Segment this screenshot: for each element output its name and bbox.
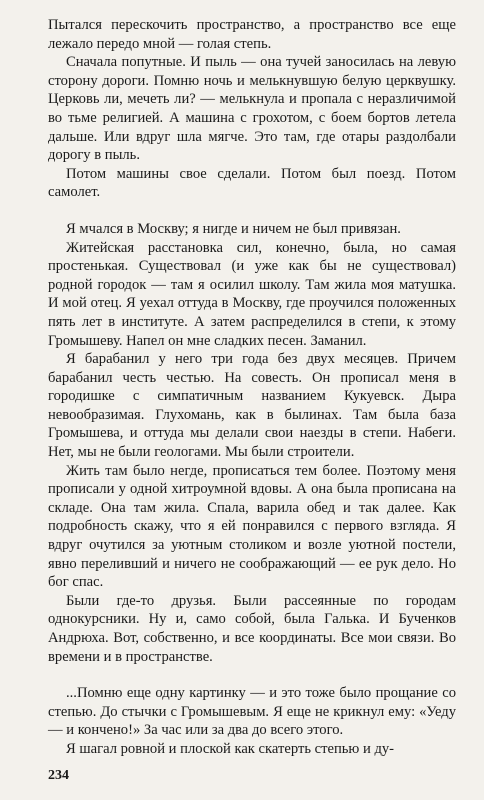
page-number: 234 <box>48 768 69 783</box>
paragraph-6: Я барабанил у него три года без двух месяцев. Причем барабанил честь честью. На совесть. Он прописал меня в городишке с симпатичным названием Кукуевск. Дыра невообразимая. Глухомань, как в былинах. Там была база Громышева, и оттуда мы делали свои наезды в степи. Набеги. Нет, мы не были геологами. Мы были строители. <box>48 351 456 461</box>
paragraph-8: Были где-то друзья. Были рассеянные по городам однокурсники. Ну и, само собой, была Галька. И Бученков Андрюха. Вот, собственно, и все координаты. Все мои связи. Во времени и в пространстве. <box>48 592 456 665</box>
paragraph-10: Я шагал ровной и плоской как скатерть степью и ду- <box>66 740 395 757</box>
paragraph-7: Жить там было негде, прописаться тем более. Поэтому меня прописали у одной хитроумной вдовы. А она была прописана на складе. Она там жила. Спала, варила обед и так далее. Как подробность скажу, что я ей понравился с первого взгляда. Я вдруг очутился за уютным столиком и возле уютной постели, явно переливший и ничего не соображающий — ее рук дело. Но бог спас. <box>48 462 456 591</box>
body-text <box>48 16 456 759</box>
paragraph-3: Потом машины свое сделали. Потом был поезд. Потом самолет. <box>48 165 456 201</box>
paragraph-9: ...Помню еще одну картинку — и это тоже было прощание со степью. До стычки с Громышевым. Я еще не крикнул ему: «Уеду — и кончено!» За час или за два до всего этого. <box>48 685 456 739</box>
section-gap <box>48 666 456 684</box>
paragraph-1: Пытался перескочить пространство, а пространство все еще лежало передо мной — голая степь. <box>48 17 456 52</box>
paragraph-5: Житейская расстановка сил, конечно, была, но самая простенькая. Существовал (и уже как бы не существовал) родной городок — там я осилил школу. Там жила моя матушка. И мой отец. Я уехал оттуда в Москву, где проучился положенных пять лет в институте. А затем распределился в степи, к этому Громышеву. Напел он мне сладких песен. Заманил. <box>48 239 456 349</box>
section-gap <box>48 202 456 220</box>
paragraph-2: Сначала попутные. И пыль — она тучей заносилась на левую сторону дороги. Помню ночь и мелькнувшую белую церквушку. Церковь ли, мечеть ли? — мелькнула и пропала с неразличимой во тьме религией. А машина с грохотом, с боем бортов летела дальше. Или вдруг шла мягче. Это там, где отары раздолбали дорогу в пыль. <box>48 54 456 164</box>
paragraph-4: Я мчался в Москву; я нигде и ничем не был привязан. <box>66 220 401 237</box>
